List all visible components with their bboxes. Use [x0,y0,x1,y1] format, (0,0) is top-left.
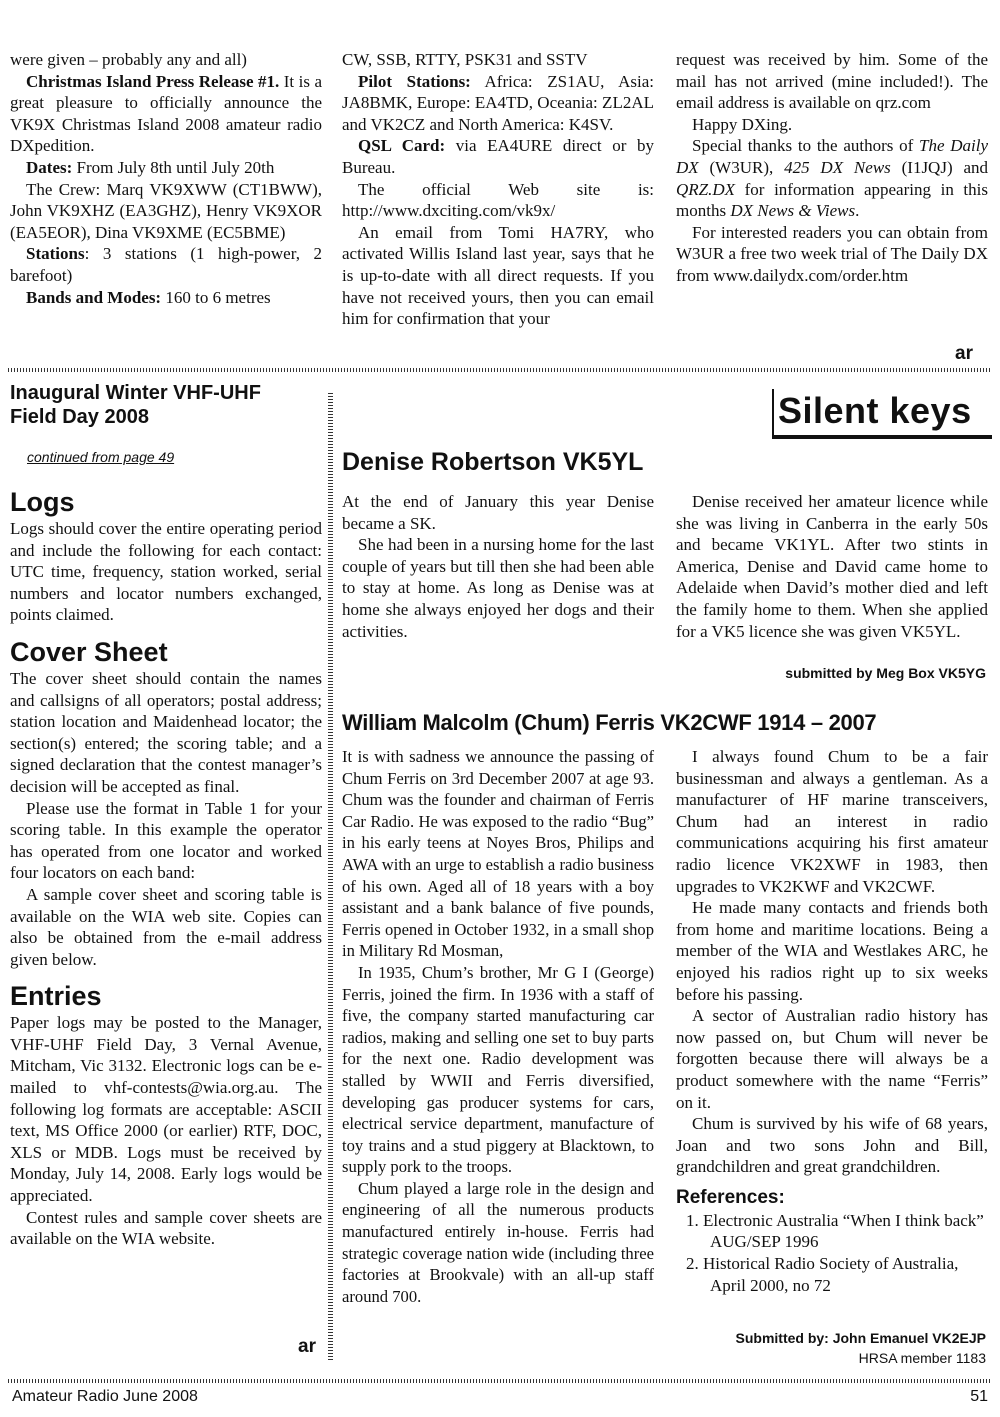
top-col1-p2 [10,71,322,157]
denise-c1-p2: She had been in a nursing home for the last couple of years but till then she had been able to stay at home. As long as Denise was at home she always enjoyed her dogs and their activities. [342,535,654,641]
entries-p2: Contest rules and sample cover sheets are available on the WIA website. [10,1207,322,1249]
logs-text: Logs should cover the entire operating period and include the following for each contact: UTC time, frequency, station worked, serial numbers and locator numbers exchanged, points claimed. [10,519,322,625]
field-day-title: Inaugural Winter VHF-UHF Field Day 2008 [10,382,261,428]
top-end-mark: ar [955,343,973,364]
website-text: The official Web site is: http://www.dxciting.com/vk9x/ [342,179,654,221]
column-divider [328,393,333,1360]
ferris-column-1 [342,746,654,1307]
press-release-text: It is a great pleasure to officially announce the VK9X Christmas Island 2008 amateur radio DXpedition. [10,71,322,156]
denise-column-1 [342,491,654,642]
page-number: 51 [970,1388,988,1405]
denise-c1-p1: At the end of January this year Denise became a SK. [342,492,654,533]
reference-item: 2. Historical Radio Society of Australia, April 2000, no 72 [686,1254,959,1295]
ferris-c2-p2: He made many contacts and friends both from home and maritime locations. Being a member of the WIA and Westlakes ARC, he enjoyed his radios right up to six weeks before his passing. [676,898,988,1004]
denise-column-2 [676,491,988,642]
tomi-email-text: An email from Tomi HA7RY, who activated Willis Island last year, says that he is up-to-date with all direct requests. If you have not received yours, then you can email him for confirmation that your [342,222,654,329]
pilot-stations-text: Africa: ZS1AU, Asia: JA8BMK, Europe: EA4TD, Oceania: ZL2AL and VK2CZ and North America: K4SV. [342,71,654,134]
reference-item: 1. Electronic Australia “When I think back” AUG/SEP 1996 [686,1210,984,1252]
bands-label: Bands and Modes: [26,287,162,307]
ferris-c2-p4: Chum is survived by his wife of 68 years, Joan and two sons John and Bill, grandchildren and great grandchildren. [676,1114,988,1177]
top-col1-p3 [10,157,322,179]
top-col2-p3 [342,135,654,178]
dates-label: Dates: [26,157,73,177]
references-heading: References: [676,1186,785,1208]
hrsa-membership: HRSA member 1183 [858,1350,986,1366]
top-column-1 [10,49,322,308]
cover-p3: A sample cover sheet and scoring table is available on the WIA web site. Copies can also be obtained from the e-mail address given below. [10,884,322,969]
top-col1-p6 [10,287,322,309]
special-thanks: Special thanks to the authors of The Daily DX (W3UR), 425 DX News (I1JQJ) and QRZ.DX for information appearing in this months DX News & Views. [676,136,989,221]
publication-name: Amateur Radio June 2008 [12,1388,198,1405]
entries-p1: Paper logs may be posted to the Manager, VHF-UHF Field Day, 3 Vernal Avenue, Mitcham, Vic 3132. Electronic logs can be e-mailed to vhf-contests@wia.org.au. The following log formats are acceptable: ASCII text, MS Office 2000 (or earlier) RTF, DOC, XLS or MDB. Logs must be received by Monday, July 14, 2008. Early logs would be appreciated. [10,1013,322,1206]
crew-text: The Crew: Marq VK9XWW (CT1BWW), John VK9XHZ (EA3GHZ), Henry VK9XOR (EA5EOR), Dina VK9XME (EC5BME) [10,179,322,242]
pilot-stations-label: Pilot Stations: [358,71,471,91]
denise-credit: submitted by Meg Box VK5YG [785,665,986,681]
entries-heading: Entries [10,981,102,1012]
continued-note: continued from page 49 [27,449,175,465]
ferris-c1-p3: Chum played a large role in the design and engineering of all the numerous products manufactured entirely in-house. Ferris had strategic coverage nation wide (including three factories at Brookvale) with an all-up staff around 700. [342,1178,654,1306]
denise-heading: Denise Robertson VK5YL [342,448,644,476]
top-col3-p1: request was received by him. Some of the mail has not arrived (mine included!). The email address is available on qrz.com [676,50,988,113]
qsl-card-text: via EA4URE direct or by Bureau. [342,136,654,177]
stations-text: : 3 stations (1 high-power, 2 barefoot) [10,244,322,285]
references-list [676,1210,988,1296]
ferris-column-2 [676,746,988,1296]
ferris-c2-p3: A sector of Australian radio history has now passed on, but Chum will never be forgotten because there will always be a product somewhere with the name “Ferris” on it. [676,1006,988,1112]
field-day-end-mark: ar [298,1336,316,1357]
footer-divider [8,1379,992,1383]
press-release-heading: Christmas Island Press Release #1. [26,71,280,91]
silent-keys-banner [772,389,992,439]
top-col2-p2 [342,71,654,136]
ferris-heading: William Malcolm (Chum) Ferris VK2CWF 1914 – 2007 [342,710,877,735]
ferris-credit: Submitted by: John Emanuel VK2EJP [735,1330,986,1346]
silent-keys-title: Silent keys [778,390,972,431]
dates-text: From July 8th until July 20th [72,157,275,177]
qsl-card-label: QSL Card: [358,136,446,156]
top-column-2 [342,49,654,330]
daily-dx-trial: For interested readers you can obtain from W3UR a free two week trial of The Daily DX from www.dailydx.com/order.htm [676,222,988,285]
ferris-c1-p1: It is with sadness we announce the passing of Chum Ferris on 3rd December 2007 at age 93. Chum was the founder and chairman of Ferris Car Radio. He was exposed to the radio “Bug” in his early teens at Noyes Bros, Philips and AWA with an urge to establish a radio business of his own. Aged all of 18 years with a boy assistant and a bank balance of five pounds, Ferris opened in October 1932, in a small shop in Military Rd Mosman, [342,747,654,961]
modes-text: CW, SSB, RTTY, PSK31 and SSTV [342,50,588,69]
top-column-3 [676,49,988,287]
bands-text: 160 to 6 metres [161,287,271,307]
stations-label: Stations [26,244,85,264]
cover-p1: The cover sheet should contain the names and callsigns of all operators; postal address; station location and Maidenhead locator; the section(s) entered; the scoring table; and a signed declaration that the contest manager’s decision will be accepted as final. [10,668,322,796]
cover-sheet-heading: Cover Sheet [10,636,168,667]
ferris-c1-p2: In 1935, Chum’s brother, Mr G I (George) Ferris, joined the firm. In 1936 with a staff of five, the company started manufacturing car radios, making and selling one set to buy parts for the next one. Radio development was stalled by WWII and Ferris diversified, developing gas producer systems for cars, electrical service department, manufacture of toy trains and a stud piggery at Blacktown, to supply pork to the troops. [342,962,654,1177]
denise-c2-p1: Denise received her amateur licence while she was living in Canberra in the early 50s and became VK1YL. After two stints in America, Denise and David came home to Adelaide when David’s mother died and left the family home to them. When she applied for a VK5 licence she was given VK5YL. [676,492,988,641]
top-col1-p5 [10,243,322,286]
cover-p2: Please use the format in Table 1 for your scoring table. In this example the operator has operated from one locator and worked four locators on each band: [10,798,322,883]
happy-dxing: Happy DXing. [692,114,793,134]
top-col1-p1: were given – probably any and all) [10,50,247,69]
ferris-c2-p1: I always found Chum to be a fair businessman and always a gentleman. As a manufacturer of HF marine transceivers, Chum had an interest in radio communications acquiring his first amateur radio licence VK2XWF in 1983, then upgrades to VK2KWF and VK2CWF. [676,747,988,896]
logs-heading: Logs [10,487,75,517]
field-day-column [10,486,322,1250]
top-divider [8,368,992,372]
